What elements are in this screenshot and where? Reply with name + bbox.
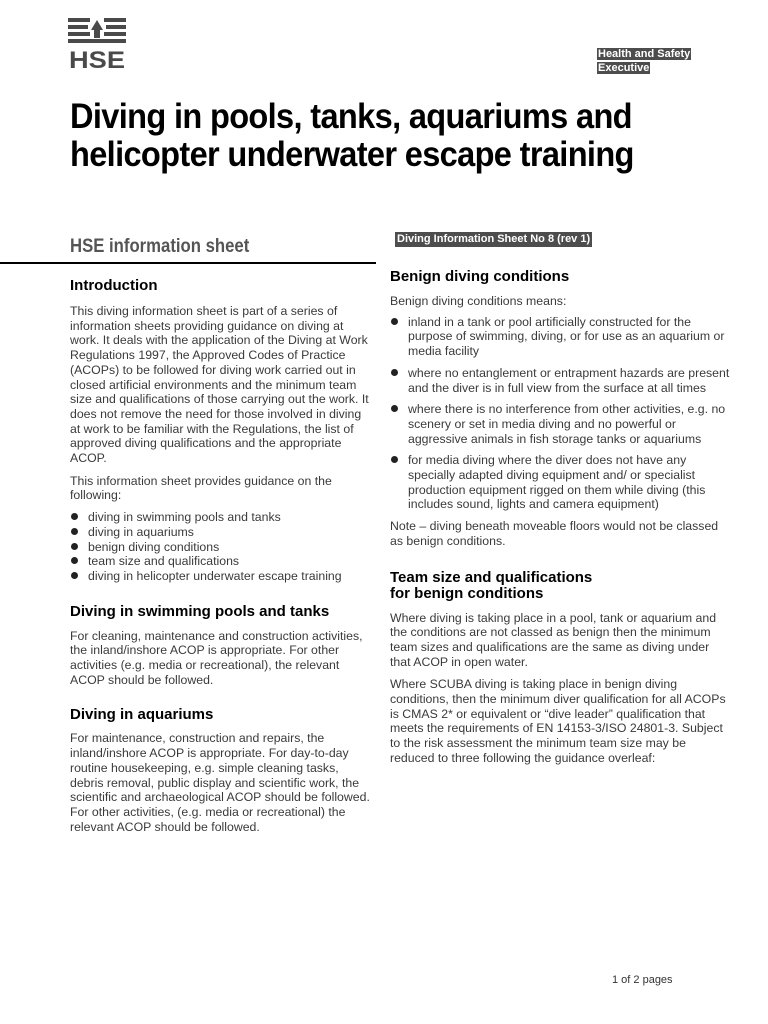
introduction-paragraph-2: This information sheet provides guidance on the following: bbox=[70, 473, 332, 503]
list-item-text: benign diving conditions bbox=[88, 539, 220, 554]
list-item-text: diving in swimming pools and tanks bbox=[88, 510, 281, 525]
list-item bbox=[390, 453, 730, 512]
organisation-name bbox=[597, 47, 697, 75]
document-subtitle: HSE information sheet bbox=[70, 236, 250, 257]
list-item-text: for media diving where the diver does not have any specially adapted diving equipment and/ or specialist production equipment rigged on them while diving (this includes sound, lights and camera equipment) bbox=[408, 453, 706, 512]
title-line-1: Diving in pools, tanks, aquariums and bbox=[70, 97, 632, 136]
bullet-icon bbox=[71, 543, 78, 550]
bullet-icon bbox=[391, 318, 398, 325]
list-item-text: team size and qualifications bbox=[88, 554, 240, 569]
team-heading bbox=[390, 570, 730, 602]
hse-logo bbox=[68, 18, 126, 70]
introduction-paragraph-1: This diving information sheet is part of a series of information sheets providing guidance on diving at work. It deals with the application of the Diving at Work Regulations 1997, the Approved Codes of Practice (ACOPs) to be followed for diving work carried out in closed artificial environments and the minimum team size and qualifications of those carrying out the work. It does not remove the need for those involved in diving at work to be familiar with the Regulations, the list of approved diving qualifications and the appropriate ACOP. bbox=[70, 304, 369, 466]
document-title bbox=[70, 98, 665, 174]
bullet-icon bbox=[71, 528, 78, 535]
right-column bbox=[390, 269, 730, 766]
bullet-icon bbox=[391, 405, 398, 412]
bullet-icon bbox=[71, 572, 78, 579]
aquariums-heading: Diving in aquariums bbox=[70, 706, 214, 724]
page-count: 1 of 2 pages bbox=[612, 974, 673, 986]
pools-paragraph: For cleaning, maintenance and construction activities, the inland/inshore ACOP is appropriate. For other activities (e.g. media or recreational), the relevant ACOP should be followed. bbox=[70, 628, 363, 687]
title-line-2: helicopter underwater escape training bbox=[70, 135, 634, 174]
benign-heading: Benign diving conditions bbox=[390, 268, 570, 285]
sheet-number: Diving Information Sheet No 8 (rev 1) bbox=[397, 233, 591, 245]
benign-conditions-list bbox=[390, 315, 730, 512]
list-item-text: where there is no interference from other activities, e.g. no scenery or set in media diving and no powerful or aggressive animals in fish storage tanks or aquariums bbox=[408, 402, 726, 446]
list-item bbox=[390, 402, 730, 446]
list-item bbox=[70, 569, 370, 584]
organisation-line-2: Executive bbox=[598, 62, 650, 74]
list-item-text: diving in aquariums bbox=[88, 524, 194, 539]
list-item bbox=[70, 510, 370, 525]
list-item-text: inland in a tank or pool artificially constructed for the purpose of swimming, diving, or for use as an aquarium or media facility bbox=[408, 314, 725, 359]
pools-heading: Diving in swimming pools and tanks bbox=[70, 602, 330, 620]
list-item-text: where no entanglement or entrapment hazards are present and the diver is in full view from the surface at all times bbox=[408, 365, 730, 395]
bullet-icon bbox=[71, 513, 78, 520]
bullet-icon bbox=[391, 456, 398, 463]
list-item bbox=[390, 366, 730, 395]
team-paragraph-1: Where diving is taking place in a pool, tank or aquarium and the conditions are not classed as benign then the minimum team sizes and qualifications are the same as diving under that ACOP in open water. bbox=[390, 610, 717, 669]
list-item-text: diving in helicopter underwater escape training bbox=[88, 568, 342, 583]
team-heading-line-1: Team size and qualifications bbox=[390, 568, 593, 586]
subtitle-rule bbox=[0, 262, 376, 264]
bullet-icon bbox=[71, 557, 78, 564]
list-item bbox=[390, 315, 730, 359]
introduction-heading: Introduction bbox=[70, 277, 158, 294]
left-column bbox=[70, 278, 370, 834]
list-item bbox=[70, 540, 370, 555]
introduction-list bbox=[70, 510, 370, 584]
benign-note: Note – diving beneath moveable floors would not be classed as benign conditions. bbox=[390, 519, 719, 548]
aquariums-paragraph: For maintenance, construction and repairs, the inland/inshore ACOP is appropriate. For day-to-day routine housekeeping, e.g. simple cleaning tasks, debris removal, public display and scientific work, the scientific and archaeological ACOP should be followed. For other activities, (e.g. media or recreational) the relevant ACOP should be followed. bbox=[70, 731, 370, 834]
benign-intro: Benign diving conditions means: bbox=[390, 294, 567, 308]
organisation-line-1: Health and Safety bbox=[598, 48, 691, 60]
list-item bbox=[70, 554, 370, 569]
bullet-icon bbox=[391, 369, 398, 376]
hse-logo-text: HSE bbox=[69, 47, 125, 70]
team-paragraph-2: Where SCUBA diving is taking place in benign diving conditions, then the minimum diver qualification for all ACOPs is CMAS 2* or equivalent or “dive leader” qualification that meets the requirements of EN 14153-3/ISO 24801-3. Subject to the risk assessment the minimum team size may be reduced to three following the guidance overleaf: bbox=[390, 677, 726, 765]
team-heading-line-2: for benign conditions bbox=[390, 584, 544, 602]
list-item bbox=[70, 525, 370, 540]
